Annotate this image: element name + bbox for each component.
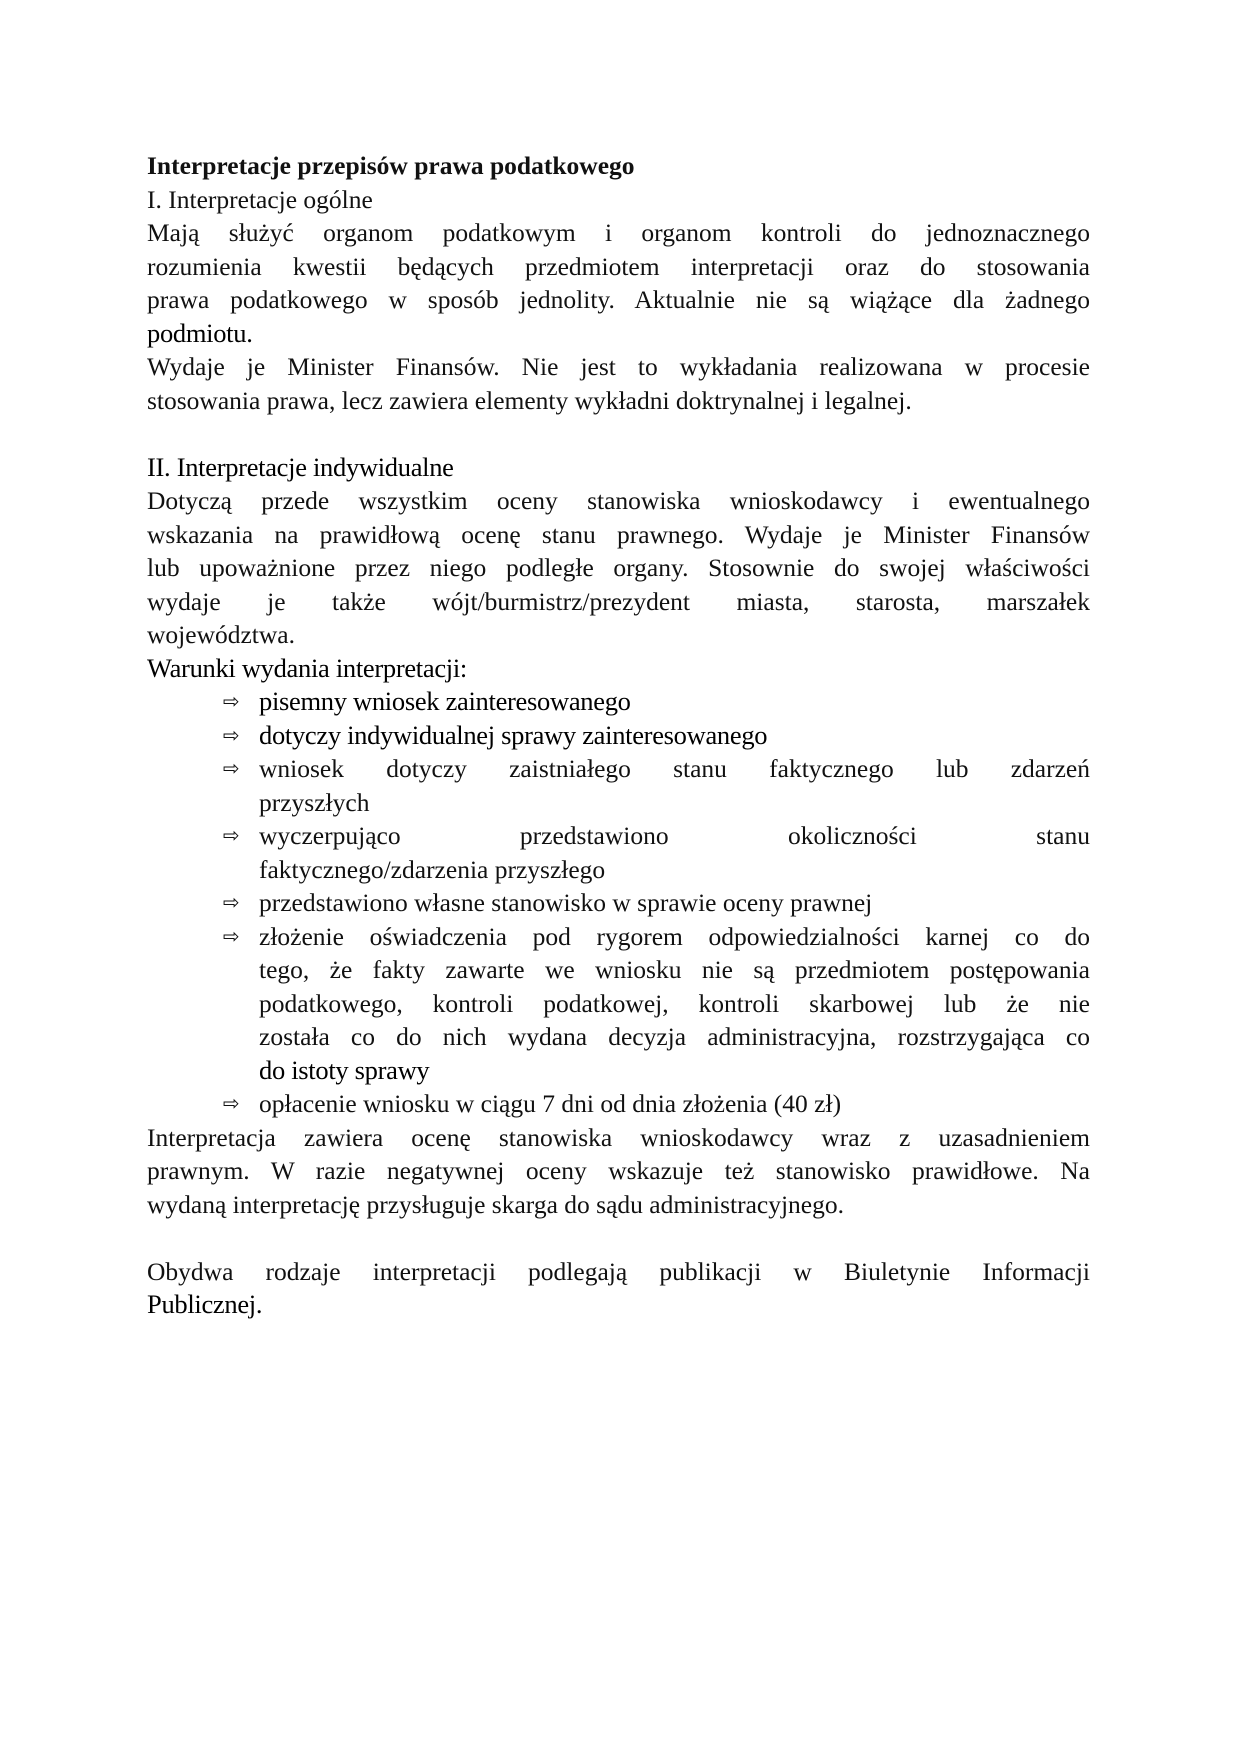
arrow-icon: ⇨ — [223, 823, 240, 847]
section1-paragraph2 — [147, 350, 1090, 417]
closing-paragraph — [147, 1255, 1090, 1322]
list-item — [147, 819, 1090, 886]
text-line: województwa. — [147, 620, 295, 649]
text-line: prawnym. W razie negatywnej oceny wskazuje też stanowisko prawidłowe. Na — [147, 1156, 1090, 1185]
text-line: do istoty sprawy — [259, 1054, 430, 1085]
arrow-icon: ⇨ — [223, 722, 240, 747]
list-item — [147, 719, 1090, 753]
document-title: Interpretacje przepisów prawa podatkowego — [147, 151, 635, 180]
text-line: prawa podatkowego w sposób jednolity. Aktualnie nie są wiążące dla żadnego — [147, 285, 1090, 314]
text-line: została co do nich wydana decyzja administracyjna, rozstrzygająca co — [259, 1022, 1090, 1051]
text-line: rozumienia kwestii będących przedmiotem interpretacji oraz do stosowania — [147, 251, 1090, 281]
text-line: lub upoważnione przez niego podległe organy. Stosownie do swojej właściwości — [147, 553, 1090, 582]
document-page — [147, 149, 1090, 1322]
text-line: tego, że fakty zawarte we wniosku nie są przedmiotem postępowania — [259, 955, 1090, 984]
arrow-icon: ⇨ — [223, 756, 240, 780]
text-line: podmiotu. — [147, 317, 253, 348]
text-line: Dotyczą przede wszystkim oceny stanowiska wnioskodawcy i ewentualnego — [147, 486, 1090, 515]
text-line: pisemny wniosek zainteresowanego — [259, 686, 631, 716]
conditions-heading: Warunki wydania interpretacji: — [147, 652, 467, 683]
arrow-icon: ⇨ — [223, 890, 240, 914]
text-line: opłacenie wniosku w ciągu 7 dni od dnia złożenia (40 zł) — [259, 1089, 842, 1118]
text-line: złożenie oświadczenia pod rygorem odpowiedzialności karnej co do — [259, 921, 1090, 951]
text-line: przyszłych — [259, 787, 370, 817]
section2-paragraph1 — [147, 484, 1090, 652]
text-line: wydaje je także wójt/burmistrz/prezydent miasta, starosta, marszałek — [147, 586, 1090, 616]
text-line: wskazania na prawidłową ocenę stanu prawnego. Wydaje je Minister Finansów — [147, 519, 1090, 549]
arrow-icon: ⇨ — [223, 689, 240, 713]
section1-paragraph1 — [147, 216, 1090, 350]
text-line: Publicznej. — [147, 1289, 263, 1319]
list-item — [147, 886, 1090, 920]
text-line: faktycznego/zdarzenia przyszłego — [259, 854, 606, 884]
text-line: podatkowego, kontroli podatkowej, kontroli skarbowej lub że nie — [259, 988, 1090, 1018]
list-item — [147, 1087, 1090, 1121]
list-item — [147, 920, 1090, 1088]
arrow-icon: ⇨ — [223, 1091, 240, 1115]
section2-heading: II. Interpretacje indywidualne — [147, 451, 454, 482]
text-line: dotyczy indywidualnej sprawy zainteresowanego — [259, 719, 768, 750]
text-line: Mają służyć organom podatkowym i organom kontroli do jednoznacznego — [147, 218, 1090, 247]
text-line: stosowania prawa, lecz zawiera elementy wykładni doktrynalnej i legalnej. — [147, 385, 912, 415]
conditions-list — [147, 685, 1090, 1121]
text-line: Obydwa rodzaje interpretacji podlegają publikacji w Biuletynie Informacji — [147, 1256, 1090, 1286]
text-line: wyczerpująco przedstawiono okoliczności stanu — [259, 821, 1090, 850]
text-line: Wydaje je Minister Finansów. Nie jest to wykładania realizowana w procesie — [147, 352, 1090, 381]
text-line: przedstawiono własne stanowisko w sprawie oceny prawnej — [259, 888, 873, 917]
text-line: Interpretacja zawiera ocenę stanowiska wnioskodawcy wraz z uzasadnieniem — [147, 1122, 1090, 1152]
list-item — [147, 752, 1090, 819]
text-line: wniosek dotyczy zaistniałego stanu faktycznego lub zdarzeń — [259, 754, 1090, 783]
text-line: wydaną interpretację przysługuje skarga do sądu administracyjnego. — [147, 1189, 845, 1219]
section1-heading: I. Interpretacje ogólne — [147, 184, 373, 214]
list-item — [147, 685, 1090, 719]
arrow-icon: ⇨ — [223, 923, 240, 948]
section2-paragraph2 — [147, 1121, 1090, 1222]
